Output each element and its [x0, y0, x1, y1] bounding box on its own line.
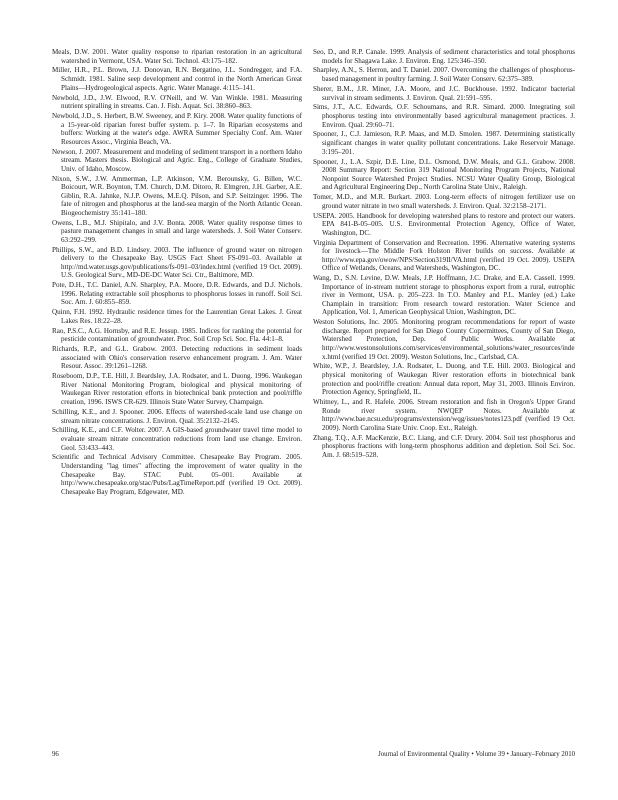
reference-entry: Newbold, J.D., S. Herbert, B.W. Sweeney, and P. Kiry. 2008. Water quality functions of a 15-year-old riparian forest buffer system. p. 1–7. In Riparian ecosystems and buffers: Working at the water's edge. AWRA Summer Specialty Conf. Am. Water Resources Assoc., Virginia Beach, VA. — [52, 112, 302, 146]
reference-entry: Meals, D.W. 2001. Water quality response to riparian restoration in an agricultural watershed in Vermont, USA. Water Sci. Technol. 43:175–182. — [52, 48, 302, 65]
reference-entry: Sims, J.T., A.C. Edwards, O.F. Schoumans, and R.R. Simard. 2000. Integrating soil phosphorus testing into environmentally based agricultural management practices. J. Environ. Qual. 29:60–71. — [313, 103, 575, 129]
reference-entry: Phillips, S.W., and B.D. Lindsey. 2003. The influence of ground water on nitrogen delivery to the Chesapeake Bay. USGS Fact Sheet FS-091–03. Available at http://md.water.usgs.gov/publications/fs-091–03/index.html (verified 19 Oct. 2009). U.S. Geological Surv., MD-DE-DC Water Sci. Ctr., Baltimore, MD. — [52, 245, 302, 280]
reference-entry: Rao, P.S.C., A.G. Hornsby, and R.E. Jessup. 1985. Indices for ranking the potential for pesticide contamination of groundwater. Proc. Soil Crop Sci. Soc. Fla. 44:1–8. — [52, 326, 302, 344]
reference-entry: Scientific and Technical Advisory Committee. Chesapeake Bay Program. 2005. Understanding "lag times" affecting the improvement of water quality in the Chesapeake Bay. STAC Publ. 05–001. Available at http://www.chesapeake.org/stac/Pubs/LagTimeReport.pdf (verified 19 Oct. 2009). Chesapeake Bay Program, Edgewater, MD. — [52, 453, 302, 496]
reference-entry: Wang, D., S.N. Levine, D.W. Meals, J.P. Hoffmann, J.C. Drake, and E.A. Cassell. 1999. Importance of in-stream nutrient storage to phosphorus export from a rural, eutrophic river in Vermont, USA. p. 205–223. In T.O. Manley and P.L. Manley (ed.) Lake Champlain in transition: From research toward restoration. Water Science and Application, Vol. 1, American Geophysical Union, Washington, DC. — [313, 274, 575, 317]
reference-entry: Weston Solutions, Inc. 2005. Monitoring program recommendations for report of waste discharge. Report prepared for San Diego County Copermittees, County of San Diego, Watershed Protection, Dep. of Public Works. Available at http://www.westonsolutions.com/services/environmental_solutions/water_resources/index.html (verified 19 Oct. 2009). Weston Solutions, Inc., Carlsbad, CA. — [313, 318, 575, 361]
reference-entry: Quinn, F.H. 1992. Hydraulic residence times for the Laurentian Great Lakes. J. Great Lakes Res. 18:22–28. — [52, 308, 302, 325]
reference-entry: Zhang, T.Q., A.F. MacKenzie, B.C. Liang, and C.F. Drury. 2004. Soil test phosphorus and phosphorus fractions with long-term phosphorus addition and depletion. Soil Sci. Soc. Am. J. 68:519–528. — [313, 433, 575, 459]
reference-entry: Nixon, S.W., J.W. Ammerman, L.P. Atkinson, V.M. Berounsky, G. Billen, W.C. Boicourt, W.R. Boynton, T.M. Church, D.M. Ditoro, R. Elmgren, J.H. Garber, A.E. Giblin, R.A. Jahnke, N.J.P. Owens, M.E.Q. Pilson, and S.P. Seitzinger. 1996. The fate of nitrogen and phosphorus at the land-sea margin of the North Atlantic Ocean. Biogeochemistry 35:141–180. — [52, 174, 302, 217]
references-left-column — [52, 48, 302, 498]
page-number: 96 — [52, 751, 59, 758]
reference-entry: Tomer, M.D., and M.R. Burkart. 2003. Long-term effects of nitrogen fertilizer use on ground water nitrate in two small watersheds. J. Environ. Qual. 32:2158–2171. — [313, 193, 575, 210]
references-right-column — [313, 48, 575, 461]
journal-citation-line: Journal of Environmental Quality • Volume 39 • January–February 2010 — [378, 751, 575, 758]
reference-entry: USEPA. 2005. Handbook for developing watershed plans to restore and protect our waters. EPA 841-B-05–005. U.S. Environmental Protection Agency, Office of Water, Washington, DC. — [313, 211, 575, 237]
reference-entry: Newson, J. 2007. Measurement and modeling of sediment transport in a northern Idaho stream. Masters thesis. Biological and Agric. Eng., College of Graduate Studies, Univ. of Idaho, Moscow. — [52, 147, 302, 173]
reference-entry: Whitney, L., and R. Hafele. 2006. Stream restoration and fish in Oregon's Upper Grand Ronde river system. NWQEP Notes. Available at http://www.bae.ncsu.edu/programs/extension/wqg/issues/notes123.pdf (verified 19 Oct. 2009). North Carolina State Univ. Coop. Ext., Raleigh. — [313, 398, 575, 432]
reference-entry: Sherer, B.M., J.R. Miner, J.A. Moore, and J.C. Buckhouse. 1992. Indicator bacterial survival in stream sediments. J. Environ. Qual. 21:591–595. — [313, 84, 575, 102]
reference-entry: Richards, R.P., and G.L. Grabow. 2003. Detecting reductions in sediment loads associated with Ohio's conservation reserve enhancement program. J. Am. Water Resour. Assoc. 39:1261–1268. — [52, 345, 302, 371]
reference-entry: Schilling, K.E., and J. Spooner. 2006. Effects of watershed-scale land use change on stream nitrate concentrations. J. Environ. Qual. 35:2132–2145. — [52, 407, 302, 425]
reference-entry: White, W.P., J. Beardsley, J.A. Rodsater, L. Duong, and T.E. Hill. 2003. Biological and physical monitoring of Waukegan River restoration efforts in biotechnical bank protection and pool/riffle creation: Annual data report, May 31, 2003. Illinois Environ. Protection Agency, Springfield, IL. — [313, 362, 575, 397]
reference-entry: Roseboom, D.P., T.E. Hill, J. Beardsley, J.A. Rodsater, and L. Duong. 1996. Waukegan River National Monitoring Program, biological and physical monitoring of Waukegan River restoration efforts in biotechnical bank protection and pool/riffle creation, 1996. ISWS CR-629. Illinois State Water Survey, Champaign. — [52, 372, 302, 407]
reference-entry: Spooner, J., L.A. Szpir, D.E. Line, D.L. Osmond, D.W. Meals, and G.L. Grabow. 2008. 2008 Summary Report: Section 319 National Monitoring Program Projects, National Nonpoint Source Watershed Project Studies. NCSU Water Quality Group, Biological and Agricultural Engineering Dep., North Carolina State Univ., Raleigh. — [313, 157, 575, 192]
reference-entry: Miller, H.R., P.L. Brown, J.J. Donovan, R.N. Bergatino, J.L. Sondregger, and F.A. Schmidt. 1981. Saline seep development and control in the North American Great Plains—Hydrogeological aspects. Agric. Water Manage. 4:115–141. — [52, 66, 302, 92]
reference-entry: Sharpley, A.N., S. Herron, and T. Daniel. 2007. Overcoming the challenges of phosphorus-based management in poultry farming. J. Soil Water Conserv. 62:375–389. — [313, 66, 575, 84]
reference-entry: Pote, D.H., T.C. Daniel, A.N. Sharpley, P.A. Moore, D.R. Edwards, and D.J. Nichols. 1996. Relating extractable soil phosphorus to phosphorus losses in runoff. Soil Sci. Soc. Am. J. 60:855–859. — [52, 281, 302, 307]
reference-entry: Virginia Department of Conservation and Recreation. 1996. Alternative watering systems for livestock—The Middle Fork Holston River builds on success. Available at http://www.epa.gov/owow/NPS/Section319II/VA.html (verified 19 Oct. 2009). USEPA Office of Wetlands, Oceans, and Watersheds, Washington, DC. — [313, 238, 575, 273]
reference-entry: Spooner, J., C.J. Jamieson, R.P. Maas, and M.D. Smolen. 1987. Determining statistically significant changes in water quality pollutant concentrations. Lake Reservoir Manage. 3:195–201. — [313, 130, 575, 156]
reference-entry: Newbold, J.D., J.W. Elwood, R.V. O'Neill, and W. Van Winkle. 1981. Measuring nutrient spiralling in streams. Can. J. Fish. Aquat. Sci. 38:860–863. — [52, 93, 302, 111]
reference-entry: Owens, L.B., M.J. Shipitalo, and J.V. Bonta. 2008. Water quality response times to pasture management changes in small and large watersheds. J. Soil Water Conserv. 63:292–299. — [52, 218, 302, 244]
reference-entry: Schilling, K.E., and C.F. Wolter. 2007. A GIS-based groundwater travel time model to evaluate stream nitrate concentration reductions from land use change. Environ. Geol. 53:433–443. — [52, 426, 302, 452]
reference-entry: Seo, D., and R.P. Canale. 1999. Analysis of sediment characteristics and total phosphorus models for Shagawa Lake. J. Environ. Eng. 125:346–350. — [313, 48, 575, 65]
